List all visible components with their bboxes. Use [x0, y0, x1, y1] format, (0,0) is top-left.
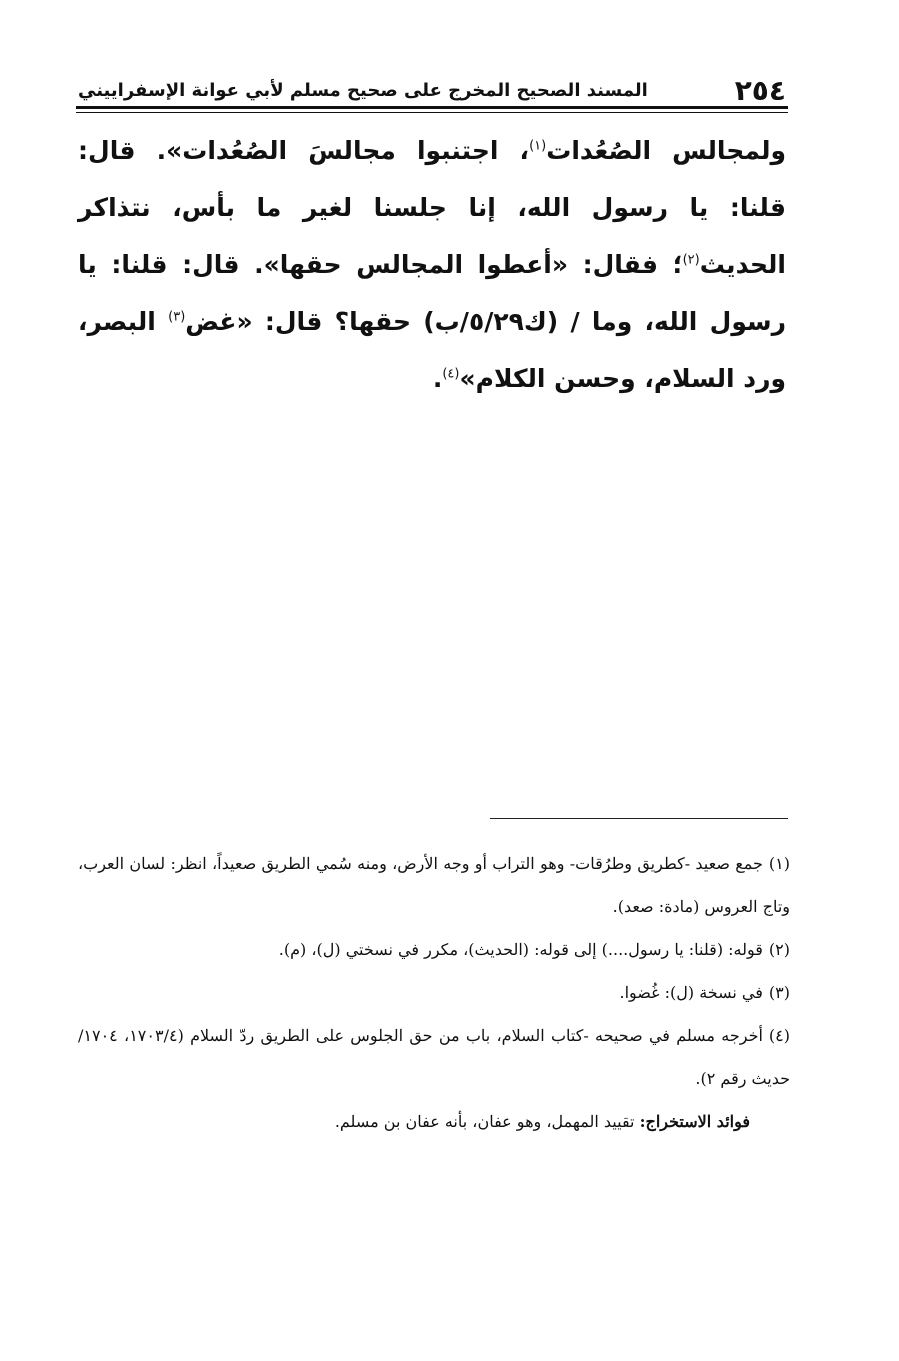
running-title: المسند الصحيح المخرج على صحيح مسلم لأبي عوانة الإسفراييني — [78, 79, 648, 101]
footnote-text: جمع صعيد -كطريق وطرُقات- وهو التراب أو وجه الأرض، ومنه سُمي الطريق صعيداً، انظر: لسان العرب، وتاج العروس (مادة: صعد). — [78, 854, 790, 916]
footnote-text: في نسخة (ل): غُضوا. — [619, 983, 763, 1002]
footnotes — [78, 842, 790, 1143]
footnote-text: أخرجه مسلم في صحيحه -كتاب السلام، باب من حق الجلوس على الطريق ردّ السلام (١٧٠٣/٤، ١٧٠٤/ حديث رقم ٢). — [78, 1026, 790, 1088]
page-number: ٢٥٤ — [734, 73, 786, 107]
main-text-part: ، اجتنبوا مجالسَ الصُعُدات». قال: قلنا: يا رسول الله، إنا جلسنا لغير ما بأس، نتذاكر الحديث — [78, 136, 786, 279]
footnote-ref-2: (٢) — [682, 252, 700, 268]
footnote-1 — [78, 842, 790, 928]
footnote-marker: (٣) — [768, 983, 790, 1002]
footnote-ref-4: (٤) — [442, 366, 460, 382]
footnote-ref-1: (١) — [529, 138, 547, 154]
header-rule-thick — [76, 106, 788, 109]
footnote-ref-3: (٣) — [168, 309, 186, 325]
page-header — [78, 72, 786, 108]
footnote-text: قوله: (قلنا: يا رسول....) إلى قوله: (الحديث)، مكرر في نسختي (ل)، (م). — [278, 940, 763, 959]
main-paragraph — [78, 122, 786, 407]
footnote-3 — [78, 971, 790, 1014]
footnote-4 — [78, 1014, 790, 1100]
footnote-2 — [78, 928, 790, 971]
footnote-marker: (١) — [768, 854, 790, 873]
main-text — [78, 122, 786, 407]
main-text-part: ولمجالس الصُعُدات — [546, 136, 786, 165]
footnote-separator — [490, 818, 788, 819]
extraction-benefits — [78, 1100, 790, 1143]
benefits-label: فوائد الاستخراج: — [639, 1112, 750, 1131]
header-rule-thin — [76, 112, 788, 113]
main-text-part: . — [432, 364, 443, 393]
footnote-marker: (٤) — [768, 1026, 791, 1045]
footnote-marker: (٢) — [768, 940, 790, 959]
benefits-text: تقييد المهمل، وهو عفان، بأنه عفان بن مسلم. — [334, 1112, 640, 1131]
main-text-part: البصر، ورد السلام، وحسن الكلام» — [78, 307, 786, 393]
main-text-part: ؛ فقال: «أعطوا المجالس حقها». قال: قلنا: يا رسول الله، وما / (ك٥/٢٩/ب) حقها؟ قال: «غض — [78, 250, 786, 336]
